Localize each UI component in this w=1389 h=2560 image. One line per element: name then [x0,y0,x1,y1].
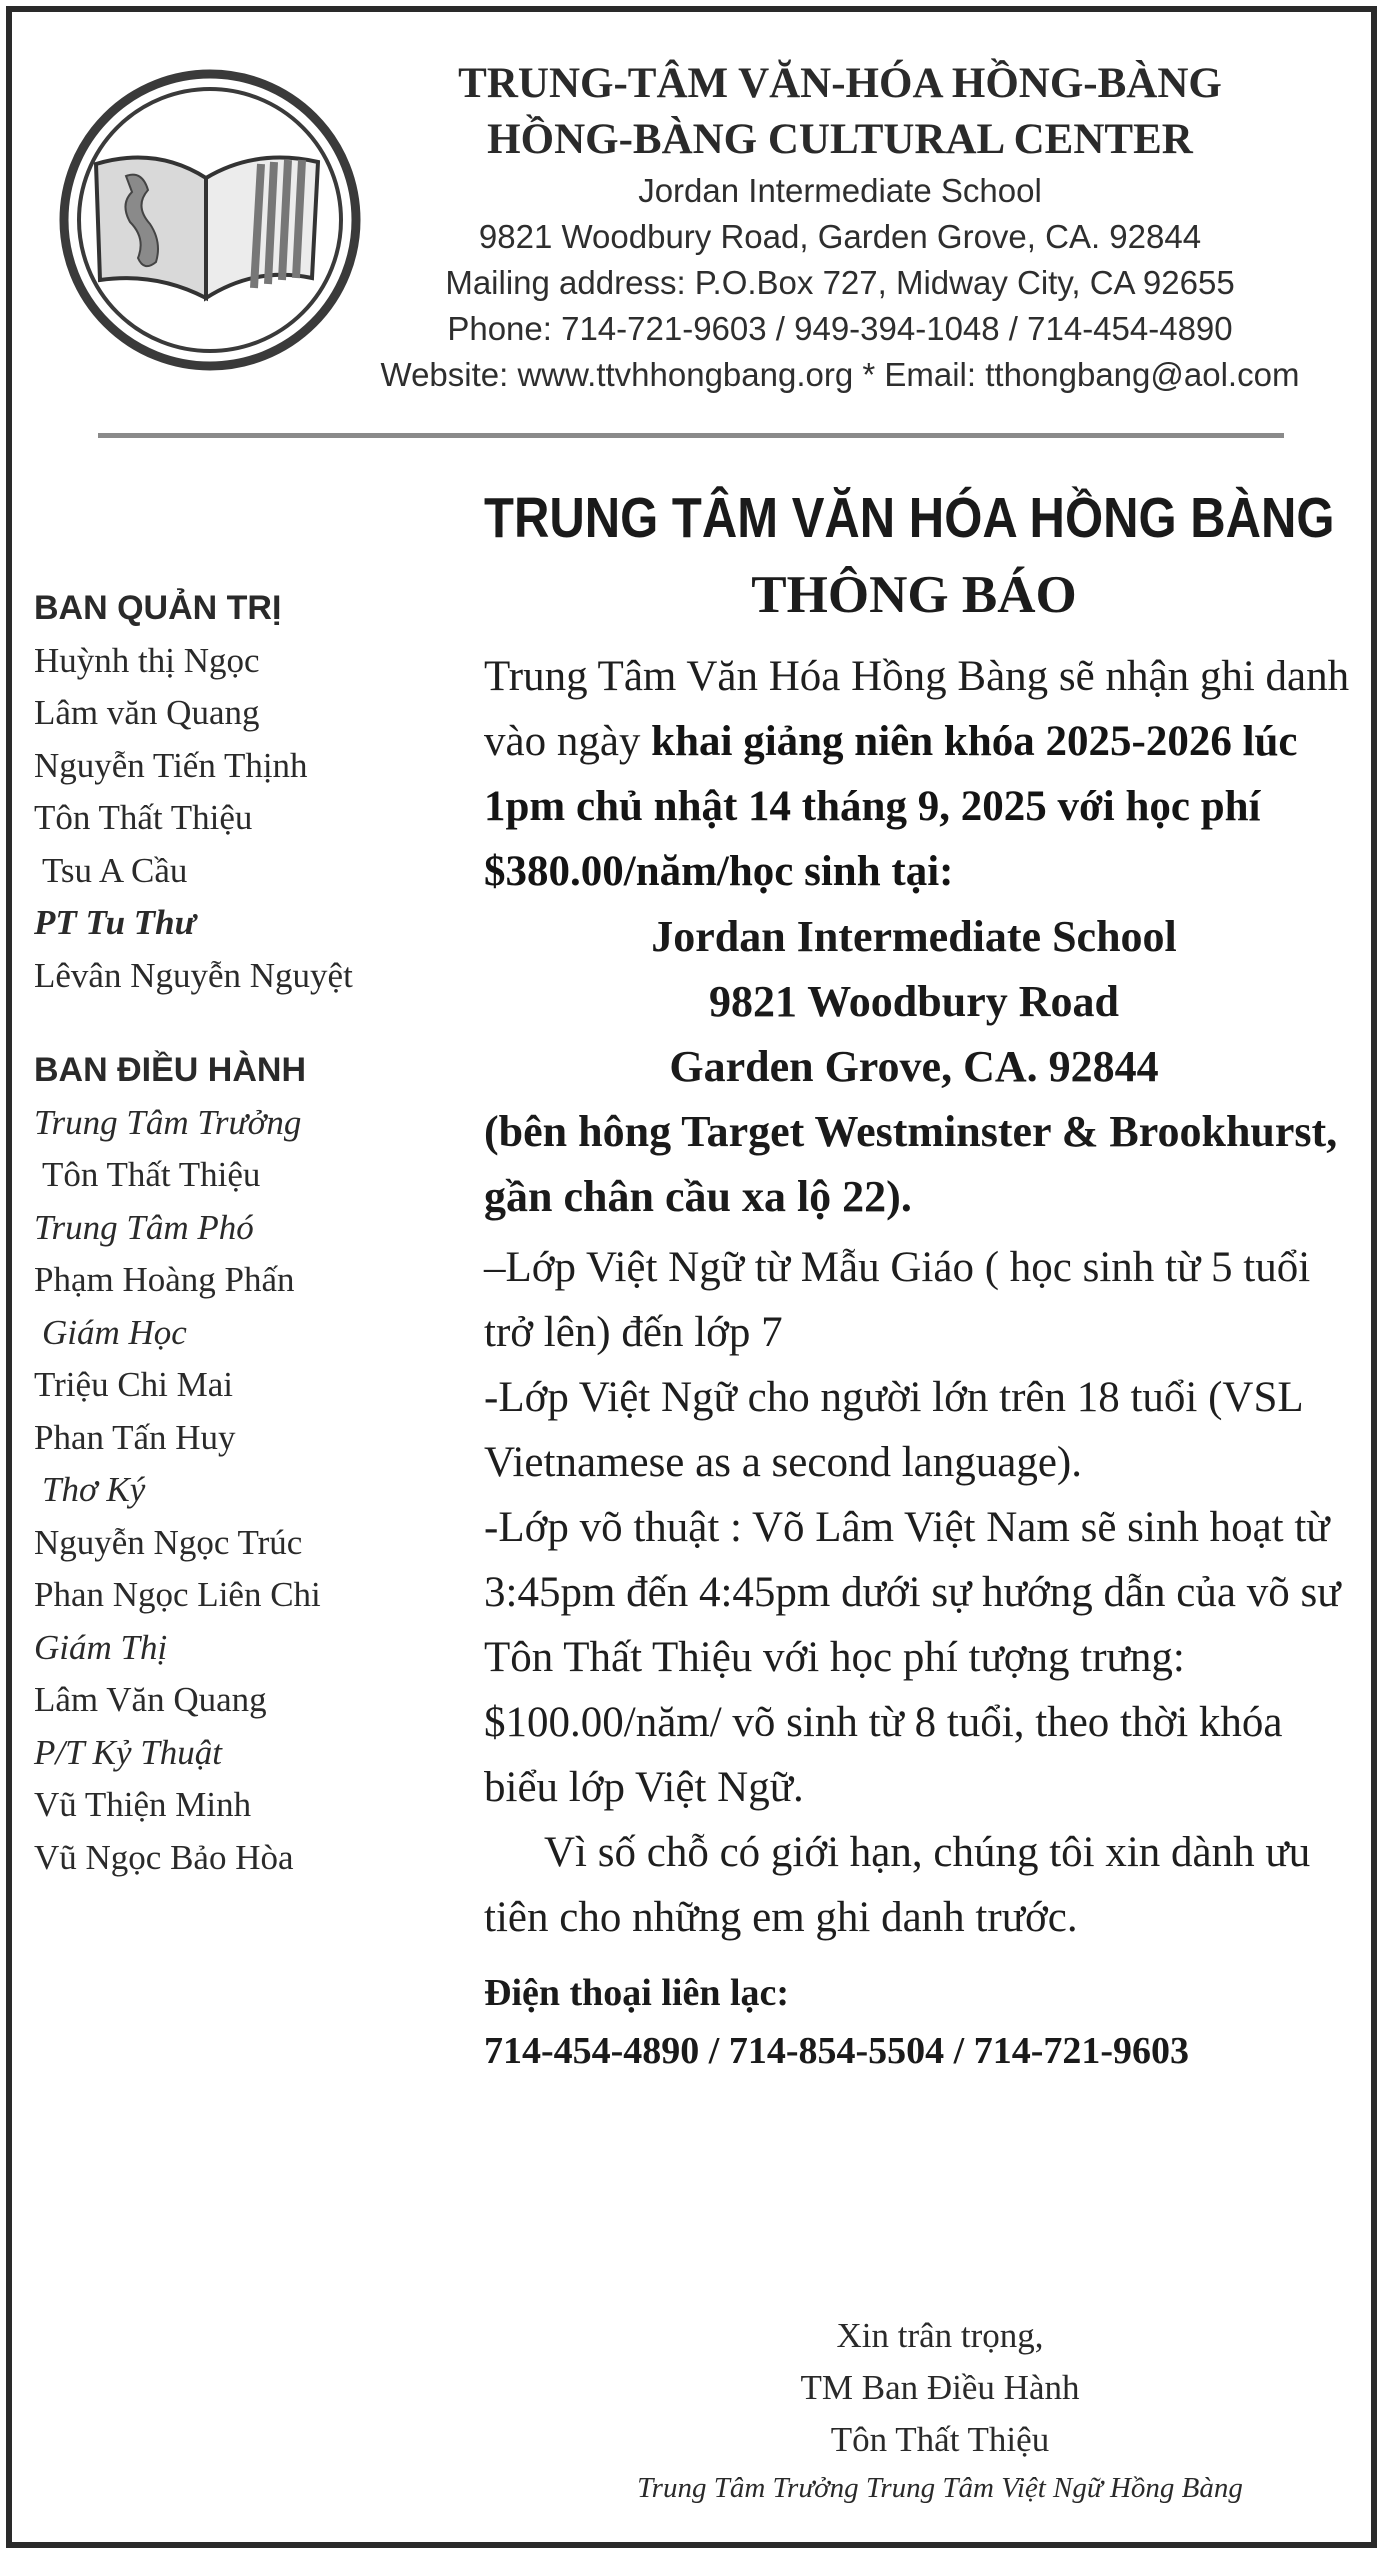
board-member: Tôn Thất Thiệu [34,798,253,837]
exec-member: Phan Ngọc Liên Chi [34,1575,321,1614]
signature-block [500,2310,1380,2510]
signature-greeting: Xin trân trọng, [836,2316,1044,2355]
board-member: Nguyễn Tiến Thịnh [34,745,308,785]
closing-paragraph: Vì số chỗ có giới hạn, chúng tôi xin dành ưu tiên cho những em ghi danh trước. [484,1829,1311,1941]
venue-city: Garden Grove, CA. 92844 [669,1042,1159,1091]
intro-text: Trung Tâm Văn Hóa Hồng Bàng sẽ nhận ghi danh vào ngày [484,653,1350,765]
venue-note: (bên hông Target Westminster & Brookhurst, gần chân cầu xa lộ 22). [484,1107,1338,1221]
mailing-address: Mailing address: P.O.Box 727, Midway City, CA 92655 [445,264,1235,301]
intro-paragraph [484,644,1364,904]
contact-label: Điện thoại liên lạc: [484,1972,790,2014]
exec-member: Phạm Hoàng Phấn [34,1260,295,1299]
website-email: Website: www.ttvhhongbang.org * Email: tthongbang@aol.com [380,356,1300,393]
header-divider [98,433,1284,438]
venue-name: Jordan Intermediate School [651,912,1177,961]
signature-name: Tôn Thất Thiệu [830,2420,1050,2459]
signature-org: TM Ban Điều Hành [800,2368,1080,2407]
class-item: -Lớp võ thuật : Võ Lâm Việt Nam sẽ sinh hoạt từ 3:45pm đến 4:45pm dưới sự hướng dẫn của võ sư Tôn Thất Thiệu với học phí tượng trưng: $100.00/năm/ võ sinh từ 8 tuổi, theo thời khóa biểu lớp Việt Ngữ. [484,1504,1341,1811]
exec-member: Vũ Ngọc Bảo Hòa [34,1837,294,1877]
board-role: PT Tu Thư [34,903,196,942]
exec-role: Trung Tâm Trưởng [34,1102,302,1142]
signature-role: Trung Tâm Trưởng Trung Tâm Việt Ngữ Hồng Bàng [637,2472,1243,2504]
exec-member: Tôn Thất Thiệu [42,1155,261,1194]
intro-bold-text: khai giảng niên khóa 2025-2026 lúc 1pm chủ nhật 14 tháng 9, 2025 với học phí $380.00/năm/học sinh tại: [484,718,1298,895]
exec-role: Thơ Ký [42,1470,146,1509]
exec-member: Nguyễn Ngọc Trúc [34,1522,303,1562]
center-name-english: HỒNG-BÀNG CULTURAL CENTER [487,116,1193,163]
exec-role: Giám Học [42,1312,187,1352]
board-member: Lêvân Nguyễn Nguyệt [34,955,353,995]
announcement-title: TRUNG TÂM VĂN HÓA HỒNG BÀNG [484,486,1335,550]
exec-role: P/T Kỷ Thuật [34,1732,223,1772]
board-member: Lâm văn Quang [34,693,260,732]
street-address: 9821 Woodbury Road, Garden Grove, CA. 92844 [478,218,1202,255]
hong-bang-book-logo [56,66,364,374]
class-item: –Lớp Việt Ngữ từ Mẫu Giáo ( học sinh từ 5 tuổi trở lên) đến lớp 7 [484,1244,1311,1356]
announcement [484,478,1364,2080]
contact-phones: 714-454-4890 / 714-854-5504 / 714-721-9603 [484,2030,1190,2072]
phone-numbers: Phone: 714-721-9603 / 949-394-1048 / 714-454-4890 [447,310,1233,347]
board-member: Tsu A Cầu [42,850,188,890]
venue-street: 9821 Woodbury Road [709,977,1119,1026]
board-member: Huỳnh thị Ngọc [34,640,260,680]
letterhead [320,56,1360,398]
exec-role: Trung Tâm Phó [34,1207,254,1247]
school-name: Jordan Intermediate School [638,172,1042,209]
class-item: -Lớp Việt Ngữ cho người lớn trên 18 tuổi (VSL Vietnamese as a second language). [484,1374,1303,1486]
exec-role: Giám Thị [34,1627,168,1667]
exec-member: Vũ Thiện Minh [34,1785,252,1824]
exec-member: Phan Tấn Huy [34,1417,236,1457]
executive-heading: BAN ĐIỀU HÀNH [34,1051,306,1089]
staff-sidebar [34,582,444,1884]
exec-member: Triệu Chi Mai [34,1365,234,1404]
exec-member: Lâm Văn Quang [34,1680,267,1719]
board-heading: BAN QUẢN TRỊ [34,589,282,627]
announcement-subtitle: THÔNG BÁO [751,566,1077,624]
center-name-vietnamese: TRUNG-TÂM VĂN-HÓA HỒNG-BÀNG [458,60,1222,107]
